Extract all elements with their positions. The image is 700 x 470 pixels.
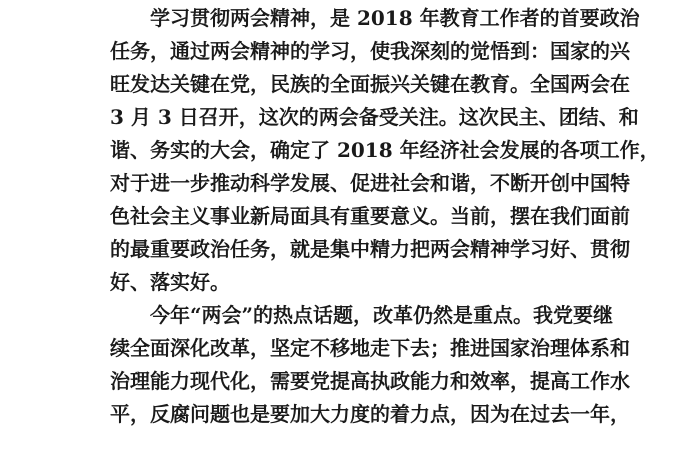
paragraph-1-line-3: 旺发达关键在党，民族的全面振兴关键在教育。全国两会在 [110, 72, 630, 96]
paragraph-1-line-6: 对于进一步推动科学发展、促进社会和谐，不断开创中国特 [110, 171, 630, 195]
paragraph-2-line-4: 平，反腐问题也是要加大力度的着力点，因为在过去一年， [110, 402, 630, 426]
paragraph-2-line-3: 治理能力现代化，需要党提高执政能力和效率，提高工作水 [110, 369, 630, 393]
paragraph-1-line-2: 任务，通过两会精神的学习，使我深刻的觉悟到：国家的兴 [110, 39, 630, 63]
paragraph-2-line-1: 今年“两会”的热点话题，改革仍然是重点。我党要继 [150, 303, 614, 327]
paragraph-1-line-4: 3 月 3 日召开，这次的两会备受关注。这次民主、团结、和 [110, 105, 639, 129]
paragraph-1-line-1: 学习贯彻两会精神，是 2018 年教育工作者的首要政治 [150, 6, 640, 30]
paragraph-1-line-7: 色社会主义事业新局面具有重要意义。当前，摆在我们面前 [110, 204, 630, 228]
paragraph-1-line-8: 的最重要政治任务，就是集中精力把两会精神学习好、贯彻 [110, 237, 630, 261]
paragraph-1-line-9: 好、落实好。 [110, 270, 230, 294]
document-body [110, 2, 660, 431]
paragraph-2-line-2: 续全面深化改革，坚定不移地走下去；推进国家治理体系和 [110, 336, 630, 360]
paragraph-1-line-5: 谐、务实的大会，确定了 2018 年经济社会发展的各项工作， [110, 138, 660, 162]
